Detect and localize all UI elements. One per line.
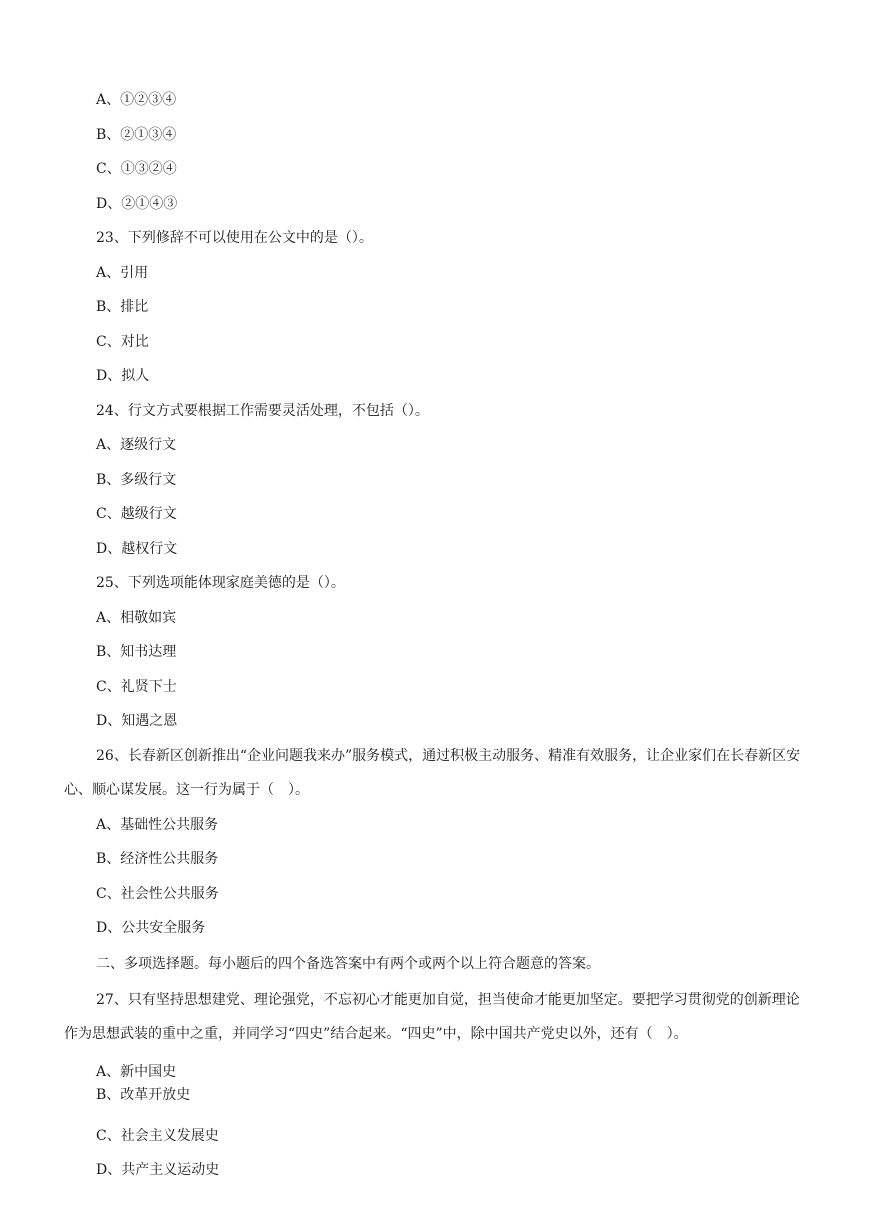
q26-option-a: A、基础性公共服务 <box>96 817 219 833</box>
question-25: 25、下列选项能体现家庭美德的是（）。 <box>96 575 345 591</box>
q27-option-c: C、社会主义发展史 <box>96 1128 219 1144</box>
q24-option-a: A、逐级行文 <box>96 437 177 453</box>
question-26: 26、长春新区创新推出“企业问题我来办”服务模式，通过积极主动服务、精准有效服务，让企业家们在长春新区安心、顺心谋发展。这一行为属于（ ）。 <box>64 748 801 798</box>
option-b: B、②①③④ <box>96 127 177 143</box>
question-27: 27、只有坚持思想建党、理论强党，不忘初心才能更加自觉，担当使命才能更加坚定。要把学习贯彻党的创新理论作为思想武装的重中之重，并同学习“四史”结合起来。“四史”中，除中国共产党史以外，还有（ ）。 <box>64 992 800 1042</box>
q23-option-b: B、排比 <box>96 299 149 315</box>
q25-option-a: A、相敬如宾 <box>96 610 177 626</box>
q23-option-c: C、对比 <box>96 334 149 350</box>
q25-option-d: D、知遇之恩 <box>96 713 178 729</box>
q23-option-d: D、拟人 <box>96 368 150 384</box>
q25-option-b: B、知书达理 <box>96 644 177 660</box>
q27-option-b: B、改革开放史 <box>96 1087 191 1103</box>
q27-option-d: D、共产主义运动史 <box>96 1162 220 1178</box>
q27-option-a: A、新中国史 <box>96 1064 177 1080</box>
q24-option-c: C、越级行文 <box>96 506 177 522</box>
q25-option-c: C、礼贤下士 <box>96 679 177 695</box>
q24-option-d: D、越权行文 <box>96 541 178 557</box>
q26-option-c: C、社会性公共服务 <box>96 886 219 902</box>
section-heading: 二、多项选择题。每小题后的四个备选答案中有两个或两个以上符合题意的答案。 <box>96 956 600 972</box>
option-c: C、①③②④ <box>96 161 177 177</box>
option-d: D、②①④③ <box>96 196 178 212</box>
q24-option-b: B、多级行文 <box>96 472 177 488</box>
q26-option-b: B、经济性公共服务 <box>96 851 219 867</box>
question-23: 23、下列修辞不可以使用在公文中的是（）。 <box>96 230 373 246</box>
q23-option-a: A、引用 <box>96 265 149 281</box>
question-24: 24、行文方式要根据工作需要灵活处理，不包括（）。 <box>96 403 429 419</box>
q26-option-d: D、公共安全服务 <box>96 920 206 936</box>
option-a: A、①②③④ <box>96 92 177 108</box>
